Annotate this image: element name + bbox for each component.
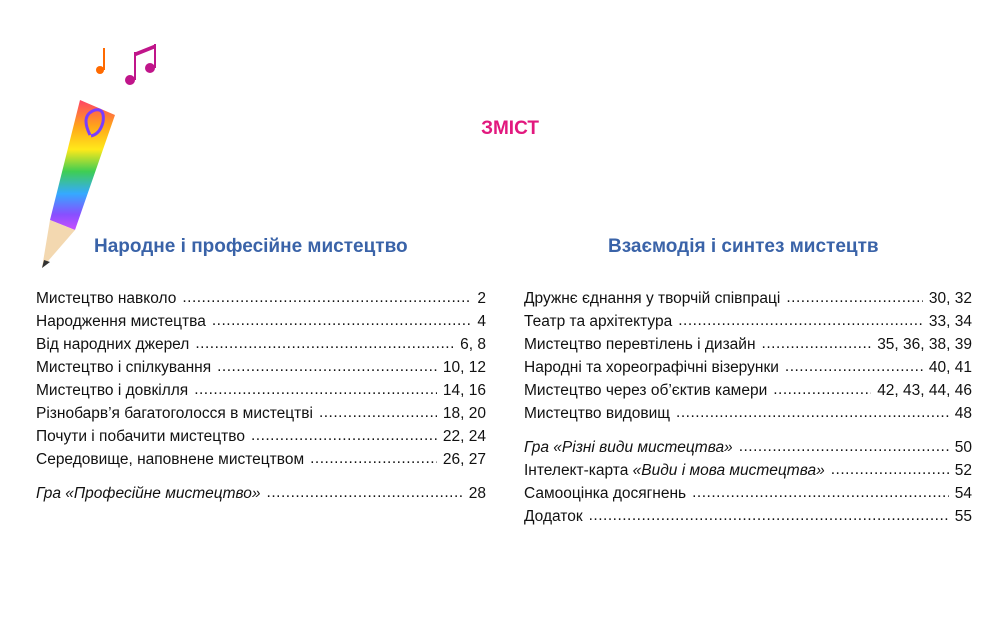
toc-entry[interactable]: [524, 359, 972, 382]
leader-dots: [692, 484, 949, 502]
left-toc-list: [36, 290, 486, 508]
toc-entry[interactable]: [36, 451, 486, 474]
leader-dots: [195, 335, 454, 353]
toc-entry-pages: 14, 16: [442, 382, 486, 399]
toc-entry-pages: 2: [477, 290, 486, 307]
toc-entry-label: Дружнє єднання у творчій співпраці: [524, 290, 781, 307]
toc-entry-label: Мистецтво перевтілень і дизайн: [524, 336, 756, 353]
toc-entry[interactable]: [36, 336, 486, 359]
toc-entry-pages: 52: [954, 462, 972, 479]
toc-entry-label: Мистецтво навколо: [36, 290, 177, 307]
leader-dots: [212, 312, 472, 330]
toc-entry-pages: 42, 43, 44, 46: [877, 382, 972, 399]
toc-entry-pages: 48: [954, 405, 972, 422]
toc-entry-label: Театр та архітектура: [524, 313, 673, 330]
toc-entry-pages: 4: [477, 313, 486, 330]
toc-entry-game[interactable]: [36, 485, 486, 508]
leader-dots: [589, 507, 949, 525]
toc-entry[interactable]: [524, 382, 972, 405]
leader-dots: [194, 381, 437, 399]
leader-dots: [831, 461, 949, 479]
toc-entry-label: Мистецтво видовищ: [524, 405, 671, 422]
toc-entry[interactable]: [36, 359, 486, 382]
right-toc-list: [524, 290, 972, 531]
toc-entry-label: Від народних джерел: [36, 336, 190, 353]
left-section-title: Народне і професійне мистецтво: [94, 236, 408, 257]
toc-entry[interactable]: [524, 462, 972, 485]
toc-entry-pages: 18, 20: [442, 405, 486, 422]
toc-entry[interactable]: [36, 290, 486, 313]
toc-entry-game[interactable]: [524, 439, 972, 462]
toc-entry-label: Мистецтво через об’єктив камери: [524, 382, 768, 399]
leader-dots: [310, 450, 437, 468]
toc-entry-pages: 28: [468, 485, 486, 502]
leader-dots: [217, 358, 437, 376]
leader-dots: [786, 289, 923, 307]
toc-entry-pages: 50: [954, 439, 972, 456]
leader-dots: [678, 312, 923, 330]
toc-entry[interactable]: [36, 428, 486, 451]
page-title: ЗМІСТ: [481, 118, 539, 139]
right-section-title: Взаємодія і синтез мистецтв: [608, 236, 879, 257]
toc-entry[interactable]: [36, 405, 486, 428]
toc-entry-pages: 22, 24: [442, 428, 486, 445]
toc-entry[interactable]: [524, 290, 972, 313]
toc-entry-label: Середовище, наповнене мистецтвом: [36, 451, 305, 468]
toc-entry[interactable]: [524, 313, 972, 336]
toc-entry-label: Народні та хореографічні візерунки: [524, 359, 779, 376]
leader-dots: [676, 404, 949, 422]
toc-entry-label-italic: «Види і мова мистецтва»: [632, 462, 825, 479]
toc-entry-label: Самооцінка досягнень: [524, 485, 687, 502]
toc-entry-pages: 10, 12: [442, 359, 486, 376]
toc-entry-label: Почути і побачити мистецтво: [36, 428, 245, 445]
toc-entry-pages: 54: [954, 485, 972, 502]
leader-dots: [267, 484, 463, 502]
toc-entry-pages: 40, 41: [928, 359, 972, 376]
toc-entry-pages: 35, 36, 38, 39: [877, 336, 972, 353]
leader-dots: [182, 289, 471, 307]
toc-entry-label: Мистецтво і довкілля: [36, 382, 189, 399]
toc-entry[interactable]: [524, 336, 972, 359]
toc-entry-label: Мистецтво і спілкування: [36, 359, 212, 376]
toc-entry-pages: 26, 27: [442, 451, 486, 468]
leader-dots: [319, 404, 437, 422]
leader-dots: [251, 427, 437, 445]
toc-entry-label: Народження мистецтва: [36, 313, 206, 330]
leader-dots: [785, 358, 923, 376]
toc-entry[interactable]: [524, 405, 972, 428]
toc-entry-label: Додаток: [524, 508, 583, 525]
toc-entry-label-plain: Інтелект-карта: [524, 462, 633, 479]
toc-entry-label: Гра «Професійне мистецтво»: [36, 485, 261, 502]
toc-entry[interactable]: [36, 313, 486, 336]
toc-entry-label: Різнобарв’я багатоголосся в мистецтві: [36, 405, 313, 422]
leader-dots: [773, 381, 871, 399]
toc-entry-pages: 55: [954, 508, 972, 525]
toc-entry-label: Гра «Різні види мистецтва»: [524, 439, 733, 456]
toc-entry[interactable]: [524, 508, 972, 531]
leader-dots: [739, 438, 949, 456]
toc-entry-pages: 30, 32: [928, 290, 972, 307]
leader-dots: [762, 335, 872, 353]
toc-entry-pages: 33, 34: [928, 313, 972, 330]
toc-entry[interactable]: [36, 382, 486, 405]
toc-entry[interactable]: [524, 485, 972, 508]
toc-entry-pages: 6, 8: [460, 336, 486, 353]
